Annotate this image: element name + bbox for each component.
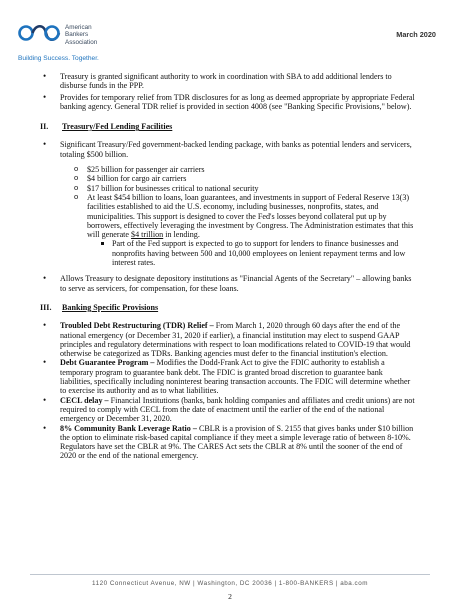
logo-line: Bankers (65, 31, 89, 39)
list-item (0, 358, 460, 395)
subsub-list (0, 239, 460, 267)
underlined-amount: $4 trillion (131, 230, 164, 240)
document-date: March 2020 (396, 30, 436, 39)
list-item (0, 424, 460, 461)
sub-list-item (0, 193, 460, 239)
provision-text: Modifies the Dodd-Frank Act to give the FDIC authority to establish a temporary program to guarantee bank debt. The FDIC is granted broad discretion to guarantee bank liabilities, specifically including noninterest bearing transaction accounts. The FDIC will determine whether to exercise its authority and as to what liabilities. (60, 358, 411, 396)
sub-list (0, 165, 460, 239)
provision-text: From March 1, 2020 through 60 days after the end of the national emergency (or December 31, 2020 if earlier), a financial institution may elect to suspend GAAP principles and regulatory determinations with respect to loan modifications related to COVID-19 that would otherwise be categorized as TDRs. Banking agencies must defer to the financial institution's election. (60, 321, 411, 359)
tagline: Building Success. Together. (18, 55, 99, 62)
provision-label: CECL delay – (60, 395, 109, 405)
footer-address: 1120 Connecticut Avenue, NW | Washington, DC 20036 | 1-800-BANKERS | aba.com (92, 580, 368, 587)
bullet-list (0, 274, 460, 293)
list-item: • Treasury is granted significant authority to work in coordination with SBA to add additional lenders to disburse funds in the PPP. (0, 72, 460, 91)
provisions-list (0, 321, 460, 460)
provision-label: Debt Guarantee Program – (60, 358, 155, 368)
sub-list-item: o $4 billion for cargo air carriers (0, 174, 460, 183)
section-title: Treasury/Fed Lending Facilities (62, 122, 173, 132)
logo-line: American (65, 24, 92, 31)
sub-list-item: o $25 billion for passenger air carriers (0, 165, 460, 174)
section-heading (0, 303, 460, 312)
logo-line: Association (65, 38, 98, 46)
list-item: • Significant Treasury/Fed government-backed lending package, with banks as potential lenders and servicers, totaling $500 billion. (0, 140, 460, 159)
sub-item-text-end: in lending. (163, 230, 200, 240)
list-item: • Provides for temporary relief from TDR disclosures for as long as deemed appropriate by appropriate Federal banking agency. General TDR relief is provided in section 4008 (see "Banking Specific Provisions," below). (0, 93, 460, 112)
aba-logo-mark-icon (18, 22, 62, 44)
list-item (0, 321, 460, 358)
list-item: • Allows Treasury to designate depository institutions as "Financial Agents of the Secretary" – allowing banks to serve as servicers, for compensation, for these loans. (0, 274, 460, 293)
section-heading (0, 122, 460, 131)
provision-label: Troubled Debt Restructuring (TDR) Relief – (60, 321, 214, 331)
sub-item-text: At least $454 billion to loans, loan guarantees, and investments in support of Federal Reserve 13(3) facilities established to aid the U.S. economy, including businesses, nonprofits, states, and municipalities. This support is designed to cover the Fed's losses beyond collateral put up by borrowers, effectively leveraging the investment by Congress. The Administration estimates that this will generate (87, 192, 414, 240)
provision-label: 8% Community Bank Leverage Ratio – (60, 423, 197, 433)
footer-divider (30, 574, 430, 575)
bullet-list (0, 72, 460, 111)
provision-text: CBLR is a provision of S. 2155 that gives banks under $10 billion the option to eliminate risk-based capital compliance if they meet a simple leverage ratio of between 8-10%. Regulators have set the CBLR at 9%. The CARES Act sets the CBLR at 8% until the sooner of the end of 2020 or the end of the national emergency. (60, 423, 414, 461)
section-title: Banking Specific Provisions (62, 302, 159, 312)
logo-wordmark (65, 24, 97, 46)
bullet-list (0, 140, 460, 159)
page-number: 2 (228, 592, 232, 601)
document-body (0, 72, 460, 461)
sub-list-item: o $17 billion for businesses critical to national security (0, 184, 460, 193)
section-number: III. (40, 302, 52, 312)
subsub-list-item: Part of the Fed support is expected to go to support for lenders to finance businesses and nonprofits having between 500 and 10,000 employees on lenient repayment terms and low interest rates. (0, 239, 460, 267)
list-item (0, 396, 460, 424)
section-number: II. (40, 122, 49, 132)
provision-text: Financial Institutions (banks, bank holding companies and affiliates and credit unions) are not required to comply with CECL from the date of enactment until the earlier of the end of the national emergency or December 31, 2020. (60, 395, 415, 424)
